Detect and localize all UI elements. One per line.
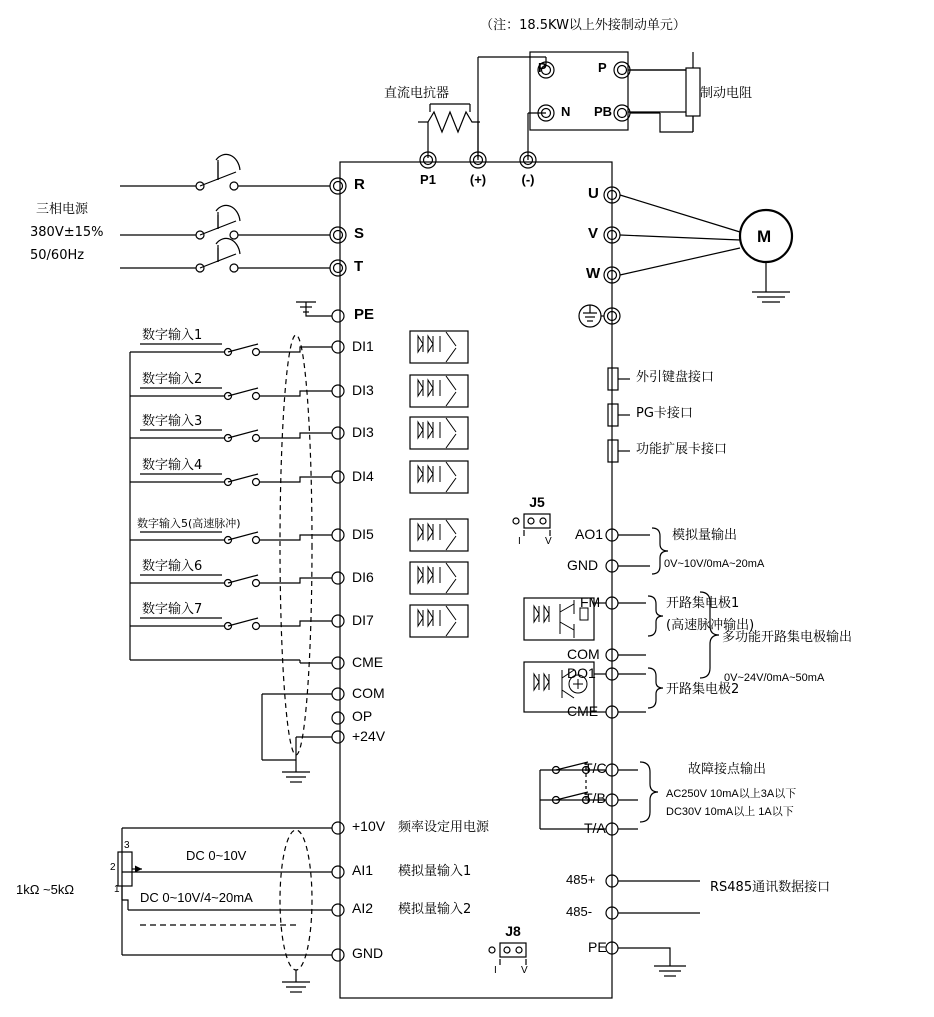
- terminal-di2: DI3: [352, 382, 374, 398]
- label-digital-input-3: 数字输入3: [142, 414, 203, 429]
- label-digital-input-2: 数字输入2: [142, 372, 203, 387]
- diagram-title: （注：18.5KW以上外接制动单元）: [480, 18, 686, 33]
- label-expansion-card-port: 功能扩展卡接口: [636, 442, 728, 457]
- label-analog-output: 模拟量输出: [672, 528, 738, 543]
- label-j5-i: I: [518, 536, 521, 547]
- terminal-p-right: P: [598, 60, 607, 75]
- label-j8-v: V: [521, 965, 528, 976]
- label-pot-pin-1: 1: [114, 884, 120, 895]
- terminal-p-left: P: [538, 60, 547, 75]
- label-dc-0-10v-4-20ma: DC 0~10V/4~20mA: [140, 890, 253, 905]
- label-j8-i: I: [494, 965, 497, 976]
- label-fault-contact-dc: DC30V 10mA以上 1A以下: [666, 806, 794, 818]
- terminal-do1: DO1: [567, 665, 596, 681]
- motor-symbol: M: [757, 227, 772, 246]
- label-multi-function-oc-range: 0V~24V/0mA~50mA: [724, 672, 825, 684]
- terminal-gnd-right: GND: [567, 557, 599, 573]
- terminal-fm: FM: [580, 594, 601, 610]
- label-pg-card-port: PG卡接口: [636, 406, 693, 421]
- terminal-24v: +24V: [352, 728, 386, 744]
- label-digital-input-4: 数字输入4: [142, 458, 203, 473]
- terminal-di5: DI5: [352, 526, 374, 542]
- terminal-pe-right: PE: [588, 939, 607, 955]
- label-keypad-port: 外引键盘接口: [636, 370, 715, 385]
- label-pot-pin-3: 3: [124, 840, 130, 851]
- terminal-485-minus: 485-: [566, 904, 593, 919]
- label-digital-input-5: 数字输入5(高速脉冲): [137, 517, 241, 530]
- label-source-line1: 三相电源: [36, 202, 89, 217]
- terminal-di1: DI1: [352, 338, 374, 354]
- label-rs485-port: RS485通讯数据接口: [710, 880, 831, 895]
- terminal-s: S: [354, 225, 365, 242]
- label-digital-input-6: 数字输入6: [142, 559, 203, 574]
- label-fault-contact-output: 故障接点输出: [688, 762, 767, 777]
- label-dc-reactor: 直流电抗器: [384, 86, 450, 101]
- label-jumper-j5: J5: [529, 494, 545, 510]
- label-pot-pin-2: 2: [110, 862, 116, 873]
- terminal-di3: DI3: [352, 424, 374, 440]
- terminal-di4: DI4: [352, 468, 374, 484]
- label-digital-input-1: 数字输入1: [142, 328, 203, 343]
- label-fault-contact-ac: AC250V 10mA以上3A以下: [666, 788, 797, 800]
- terminal-u: U: [588, 185, 599, 202]
- label-digital-input-7: 数字输入7: [142, 602, 203, 617]
- terminal-n: N: [561, 104, 571, 119]
- label-j5-v: V: [545, 536, 552, 547]
- terminal-com-left: COM: [352, 685, 385, 701]
- terminal-10v: +10V: [352, 818, 386, 834]
- terminal-tc: T/C: [584, 760, 607, 776]
- terminal-di7: DI7: [352, 612, 374, 628]
- label-pot-range: 1kΩ ~5kΩ: [16, 882, 75, 897]
- terminal-di6: DI6: [352, 569, 374, 585]
- terminal-pb: PB: [594, 104, 613, 119]
- terminal-tb: T/B: [584, 790, 606, 806]
- label-brake-resistor: 制动电阻: [700, 86, 753, 101]
- terminal-com-right: COM: [567, 646, 600, 662]
- label-analog-output-range: 0V~10V/0mA~20mA: [664, 558, 765, 570]
- label-open-collector-1: 开路集电极1: [666, 596, 740, 611]
- terminal-op: OP: [352, 708, 373, 724]
- terminal-plus: (+): [469, 172, 487, 187]
- label-jumper-j8: J8: [505, 923, 521, 939]
- terminal-ai2: AI2: [352, 900, 374, 916]
- terminal-cme-left: CME: [352, 654, 384, 670]
- terminal-r: R: [354, 176, 365, 193]
- terminal-485-plus: 485+: [566, 872, 596, 887]
- terminal-pe: PE: [354, 306, 375, 323]
- terminal-p1: P1: [420, 172, 436, 187]
- label-source-line2: 380V±15%: [30, 225, 104, 240]
- terminal-minus: (-): [521, 172, 535, 187]
- label-freq-setting-power: 频率设定用电源: [398, 820, 490, 835]
- label-analog-input-1: 模拟量输入1: [398, 864, 472, 879]
- label-open-collector-2: 开路集电极2: [666, 682, 740, 697]
- terminal-t: T: [354, 258, 364, 275]
- label-open-collector-1-sub: (高速脉冲输出): [666, 618, 755, 633]
- terminal-ta: T/A: [584, 820, 606, 836]
- label-multi-function-oc: 多功能开路集电极输出: [722, 630, 853, 645]
- terminal-w: W: [586, 265, 601, 282]
- terminal-gnd-bottom: GND: [352, 945, 384, 961]
- label-dc-0-10v: DC 0~10V: [186, 848, 247, 863]
- terminal-ai1: AI1: [352, 862, 374, 878]
- terminal-ao1: AO1: [575, 526, 604, 542]
- terminal-v: V: [588, 225, 599, 242]
- label-analog-input-2: 模拟量输入2: [398, 902, 472, 917]
- label-source-line3: 50/60Hz: [30, 248, 85, 263]
- terminal-cme-right: CME: [567, 703, 599, 719]
